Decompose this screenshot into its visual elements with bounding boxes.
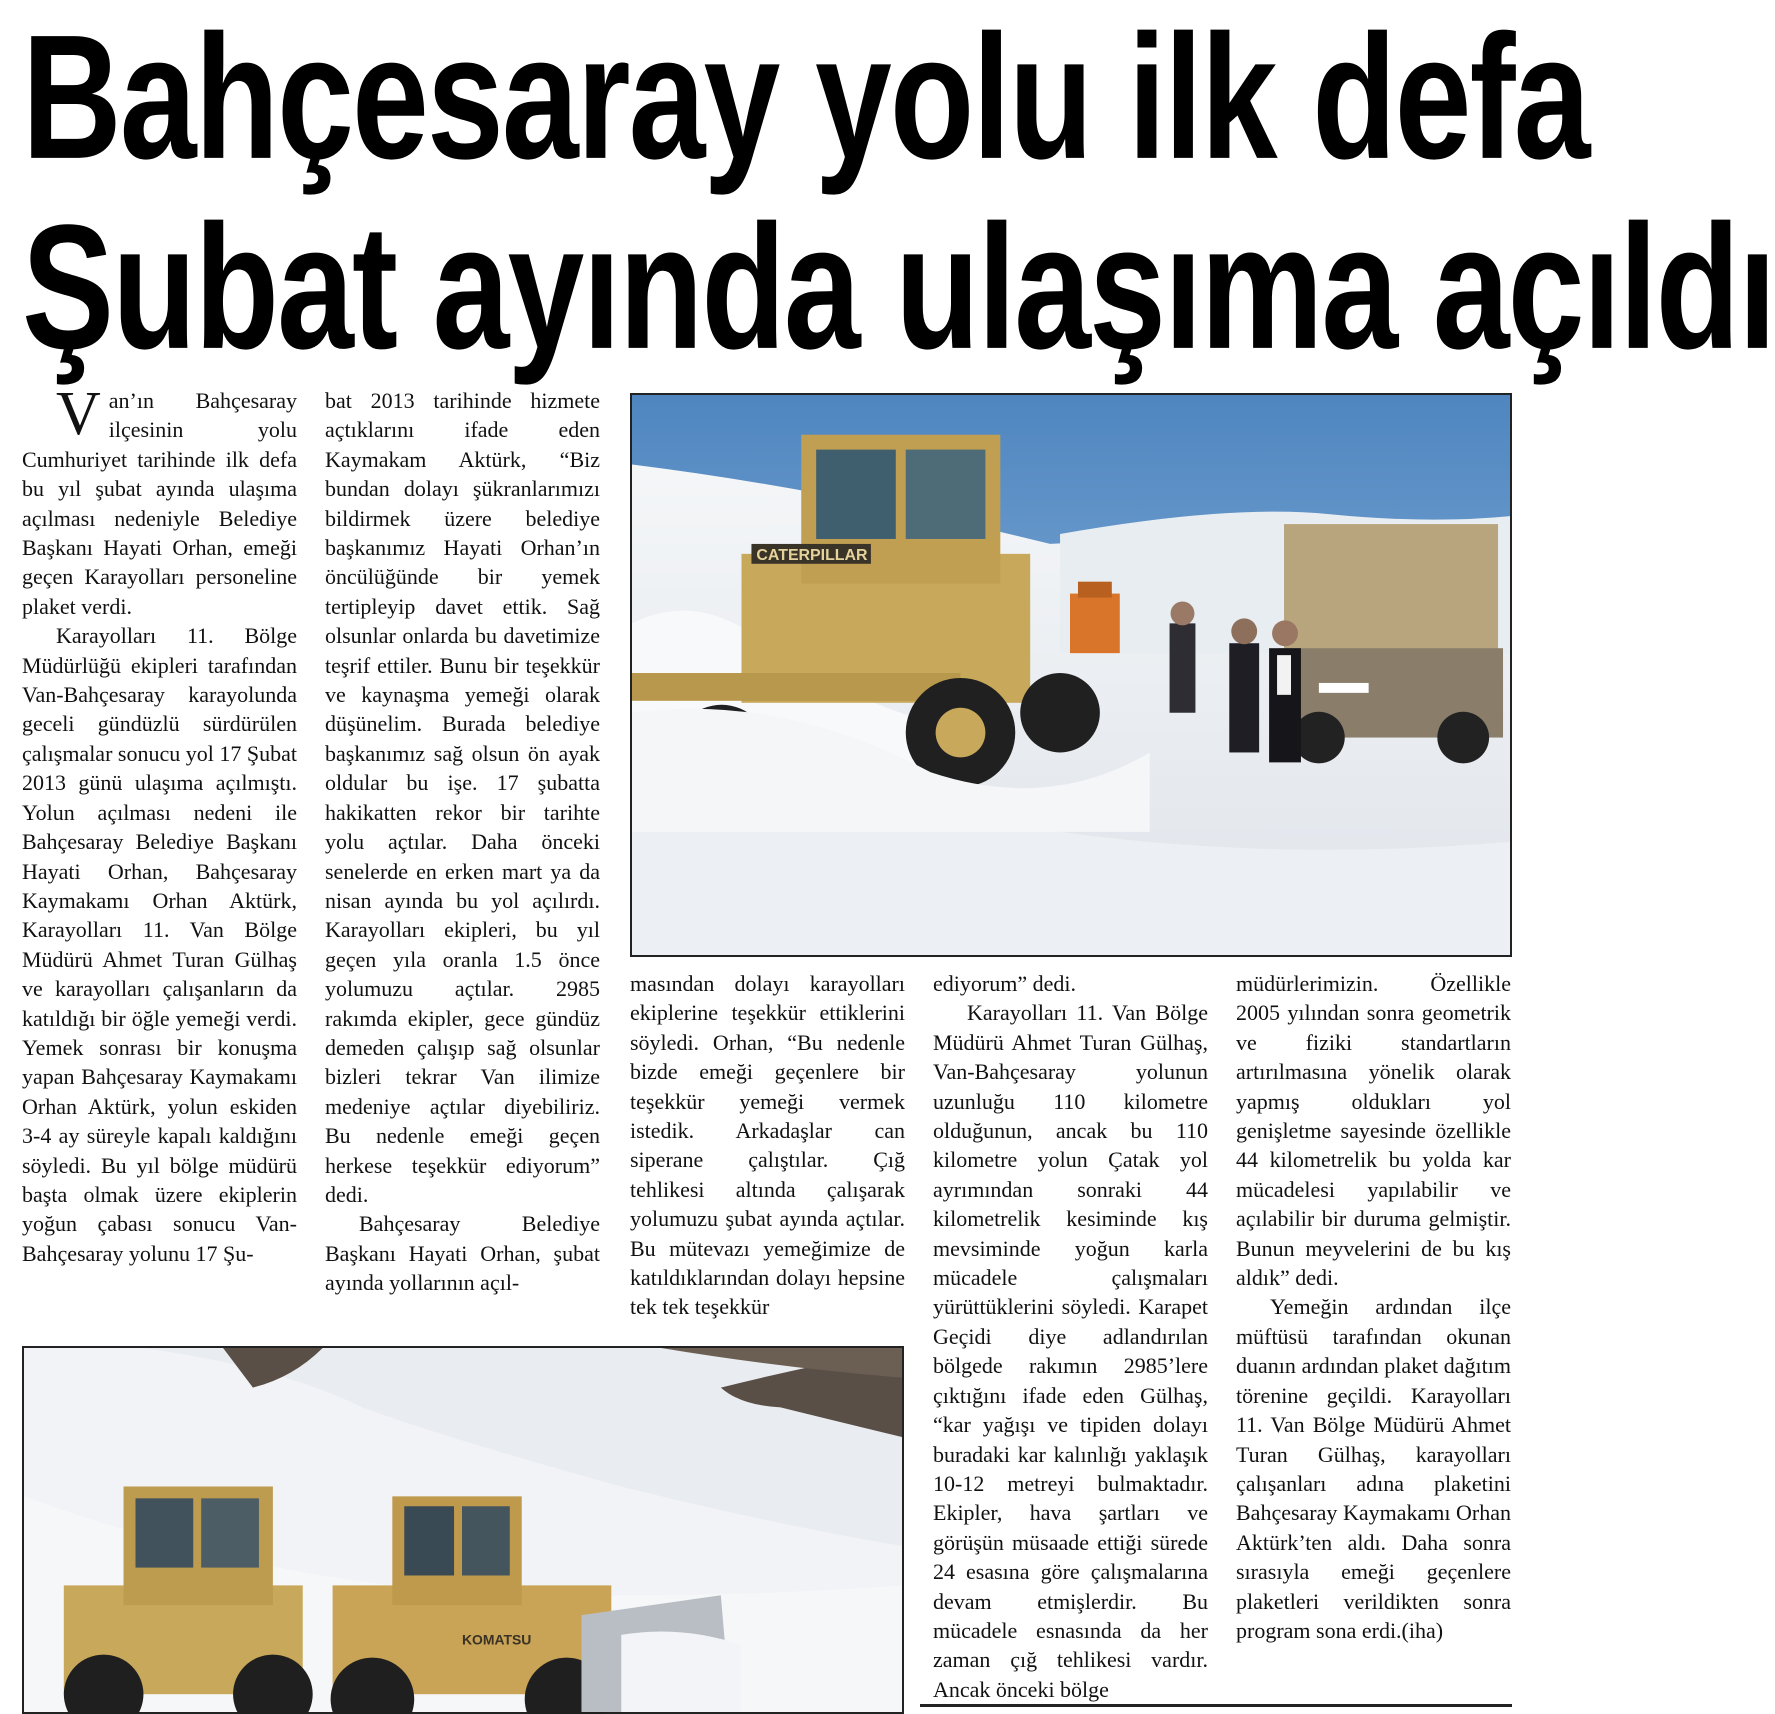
article-paragraph: Bahçesaray Belediye Başkanı Hayati Orhan, şubat ayında yollarının açıl- (325, 1211, 600, 1296)
article-paragraph: bat 2013 tarihinde hizmete açtıklarını ifade eden Kaymakam Aktürk, “Biz bundan dolayı şükranlarımızı bildirmek üzere belediye başkanımız Hayati Orhan’ın öncülüğünde bir yemek tertipleyip davet ettik. Sağ olsunlar onlarda bu davetimize teşrif ettiler. Bunu bir teşekkür ve kaynaşma yemeği olarak düşünelim. Burada belediye başkanımız sağ olsun ön ayak oldular bu işe. 17 şubatta hakikatten rekor bir tarihte yolu açtılar. Daha önceki senelerde en erken mart ya da nisan ayında bu yol açılırdı. Karayolları ekipleri, bu yıl geçen yıla oranla 1.5 önce yolumuzu açtılar. 2985 rakımda ekipler, gece gündüz demeden çalışıp sağ olsunlar bizleri tekrar Van ilimize medeniye açtılar diyebiliriz. Bu nedenle emeği geçen herkese teşekkür ediyorum” dedi. (325, 388, 600, 1207)
article-paragraph: Karayolları 11. Bölge Müdürlüğü ekipleri tarafından Van-Bahçesaray karayolunda geceli gündüzlü sürdürülen çalışmalar sonucu yol 17 Şubat 2013 günü ulaşıma açılmıştı. Yolun açılması nedeni ile Bahçesaray Belediye Başkanı Hayati Orhan, Bahçesaray Kaymakamı Orhan Aktürk, Karayolları 11. Van Bölge Müdürü Ahmet Turan Gülhaş ve karayolları çalışanların da katıldığı bir öğle yemeği verdi. Yemek sonrası bir konuşma yapan Bahçesaray Kaymakamı Orhan Aktürk, yolun eskiden 3-4 ay süreyle kapalı kaldığını söyledi. Bu yıl bölge müdürü başta olmak üzere ekiplerin yoğun çabası sonucu Van-Bahçesaray yolunu 17 Şu- (22, 623, 297, 1266)
article-paragraph: Yemeğin ardından ilçe müftüsü tarafından okunan duanın ardından plaket dağıtım törenine geçildi. Karayolları 11. Van Bölge Müdürü Ahmet Turan Gülhaş, karayolları çalışanları adına plaketini Bahçesaray Kaymakamı Orhan Aktürk’ten aldı. Daha sonra sırasıyla emeği geçenlere plaketleri verildikten sonra program sona erdi.(iha) (1236, 1294, 1511, 1643)
lead-text: an’ın Bahçesaray ilçesinin yolu Cumhuriyet tarihinde ilk defa bu yıl şubat ayında ulaşıma açılması nedeniyle Belediye Başkanı Hayati Orhan, emeği geçen Karayolları personeline plaket verdi. (22, 388, 297, 619)
headline-line-2: Şubat ayında ulaşıma açıldı (22, 187, 1775, 386)
article-paragraph: ediyorum” dedi. (933, 971, 1076, 996)
photo-mountain-machines (22, 1346, 904, 1714)
loader-brand-label: KOMATSU (462, 1631, 532, 1648)
article-paragraph: masından dolayı karayolları ekiplerine teşekkür ettiklerini söyledi. Orhan, “Bu nedenle bizde emeği geçenlere bir teşekkür yemeği vermek istedik. Arkadaşlar can siperane çalıştılar. Çığ tehlikesi altında çalışarak yolumuzu şubat ayında açtılar. Bu mütevazı yemeğimize de katıldıklarından dolayı hepsine tek tek teşekkür (630, 971, 905, 1320)
article-column-5 (1236, 969, 1511, 1699)
article-column-2 (325, 386, 600, 1338)
photo-mountain-machines-drawing (24, 1348, 902, 1712)
photo-snow-grader-drawing (632, 395, 1510, 955)
column-divider-rule (920, 1704, 1512, 1707)
drop-cap: V (56, 380, 101, 448)
article-paragraph (22, 380, 297, 621)
article-paragraph: müdürlerimizin. Özellikle 2005 yılından sonra geometrik ve fiziki standartların artırılmasına yönelik olarak yapmış oldukları yol genişletme sayesinde özellikle 44 kilometrelik bu yolda kar mücadelesi yapılabilir ve açılabilir bir duruma gelmiştir. Bunun meyvelerini de bu kış aldık” dedi. (1236, 971, 1511, 1291)
article-column-1 (22, 380, 297, 1338)
grader-brand-label: CATERPILLAR (756, 546, 868, 564)
article-paragraph: Karayolları 11. Van Bölge Müdürü Ahmet Turan Gülhaş, Van-Bahçesaray yolunun uzunluğu 110 kilometre olduğunun, ancak bu 110 kilometre yolun Çatak yol ayrımından sonraki 44 kilometrelik kesiminde kış mevsiminde yoğun karla mücadele çalışmaları yürüttüklerini söyledi. Karapet Geçidi diye adlandırılan bölgede rakımın 2985’lere çıktığını ifade eden Gülhaş, “kar yağışı ve tipiden dolayı buradaki kar kalınlığı yaklaşık 10-12 metreyi bulmaktadır. Ekipler, hava şartları ve görüşün müsaade ettiği sürede 24 esasına göre çalışmalarına devam etmişlerdir. Bu mücadele esnasında da her zaman çığ tehlikesi vardır. Ancak önceki bölge (933, 1000, 1208, 1702)
article-column-4 (933, 969, 1208, 1702)
article-column-3 (630, 969, 905, 1338)
headline-line-1: Bahçesaray yolu ilk defa (22, 0, 1589, 196)
photo-snow-grader (630, 393, 1512, 957)
